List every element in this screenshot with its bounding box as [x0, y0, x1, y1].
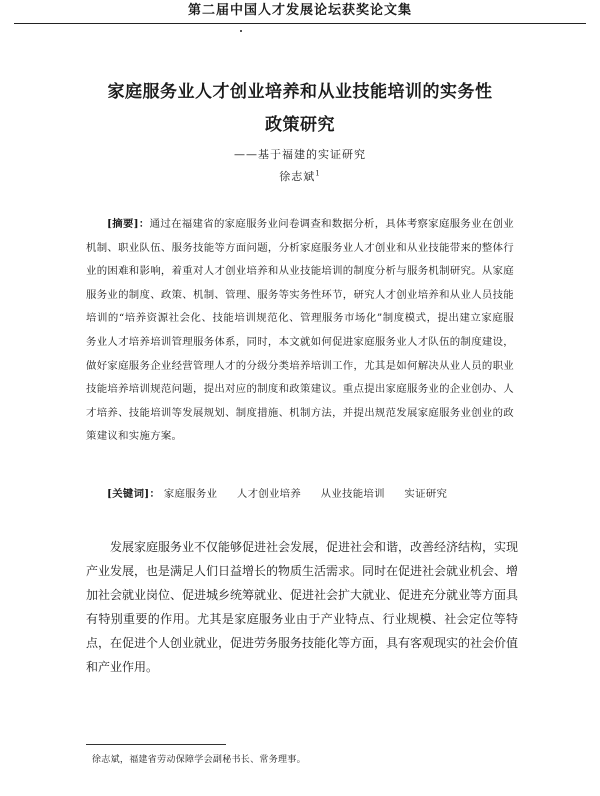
author-name: 徐志斌	[279, 170, 316, 183]
paper-title-line-1: 家庭服务业人才创业培养和从业技能培训的实务性	[107, 82, 493, 102]
abstract-text: 通过在福建省的家庭服务业问卷调查和数据分析，具体考察家庭服务业在创业机制、职业队伍、服务技能等方面问题，分析家庭服务业人才创业和从业技能带来的整体行业的困难和影响，着重对人才创业培养和从业技能培训的制度分析与服务机制研究。从家庭服务业的制度、政策、机制、管理、服务等实务性环节，研究人才创业培养和从业人员技能培训的“培养资源社会化、技能培训规范化、管理服务市场化”制度模式，提出建立家庭服务业人才培养培训管理服务体系，同时，本文就如何促进家庭服务业人才队伍的制度建设，做好家庭服务企业经营管理人才的分级分类培养培训工作，尤其是如何解决从业人员的职业技能培养培训规范问题，提出对应的制度和政策建议。重点提出家庭服务业的企业创办、人才培养、技能培训等发展规划、制度措施、机制方法，并提出规范发展家庭服务业创业的政策建议和实施方案。	[86, 218, 514, 443]
keywords-line	[107, 485, 527, 500]
abstract-block	[86, 213, 514, 449]
paper-subtitle: ——基于福建的实证研究	[234, 148, 366, 161]
footnote-rule	[86, 744, 226, 745]
header-rule	[14, 23, 586, 24]
running-header: 第二届中国人才发展论坛获奖论文集	[187, 3, 412, 18]
keywords-label: [关键词]：	[107, 488, 161, 500]
keyword-item: 从业技能培训	[320, 488, 385, 500]
keyword-item: 实证研究	[404, 488, 448, 500]
paper-title-line-2: 政策研究	[265, 115, 335, 135]
author-line	[40, 168, 560, 184]
author-footnote-mark: 1	[315, 169, 321, 178]
keyword-item: 人才创业培养	[236, 488, 302, 500]
scan-speck	[240, 30, 242, 32]
body-paragraph: 发展家庭服务业不仅能够促进社会发展，促进社会和谐，改善经济结构，实现产业发展，也是满足人们日益增长的物质生活需求。同时在促进社会就业机会、增加社会就业岗位、促进城乡统筹就业、促进社会扩大就业、促进充分就业等方面具有特别重要的作用。尤其是家庭服务业由于产业特点、行业规模、社会定位等特点，在促进个人创业就业，促进劳务服务技能化等方面，具有客观现实的社会价值和产业作用。	[86, 540, 519, 674]
footnote: 徐志斌，福建省劳动保障学会副秘书长、常务理事。	[92, 755, 306, 765]
abstract-label: [摘要]：	[107, 218, 150, 230]
keyword-item: 家庭服务业	[163, 488, 218, 500]
